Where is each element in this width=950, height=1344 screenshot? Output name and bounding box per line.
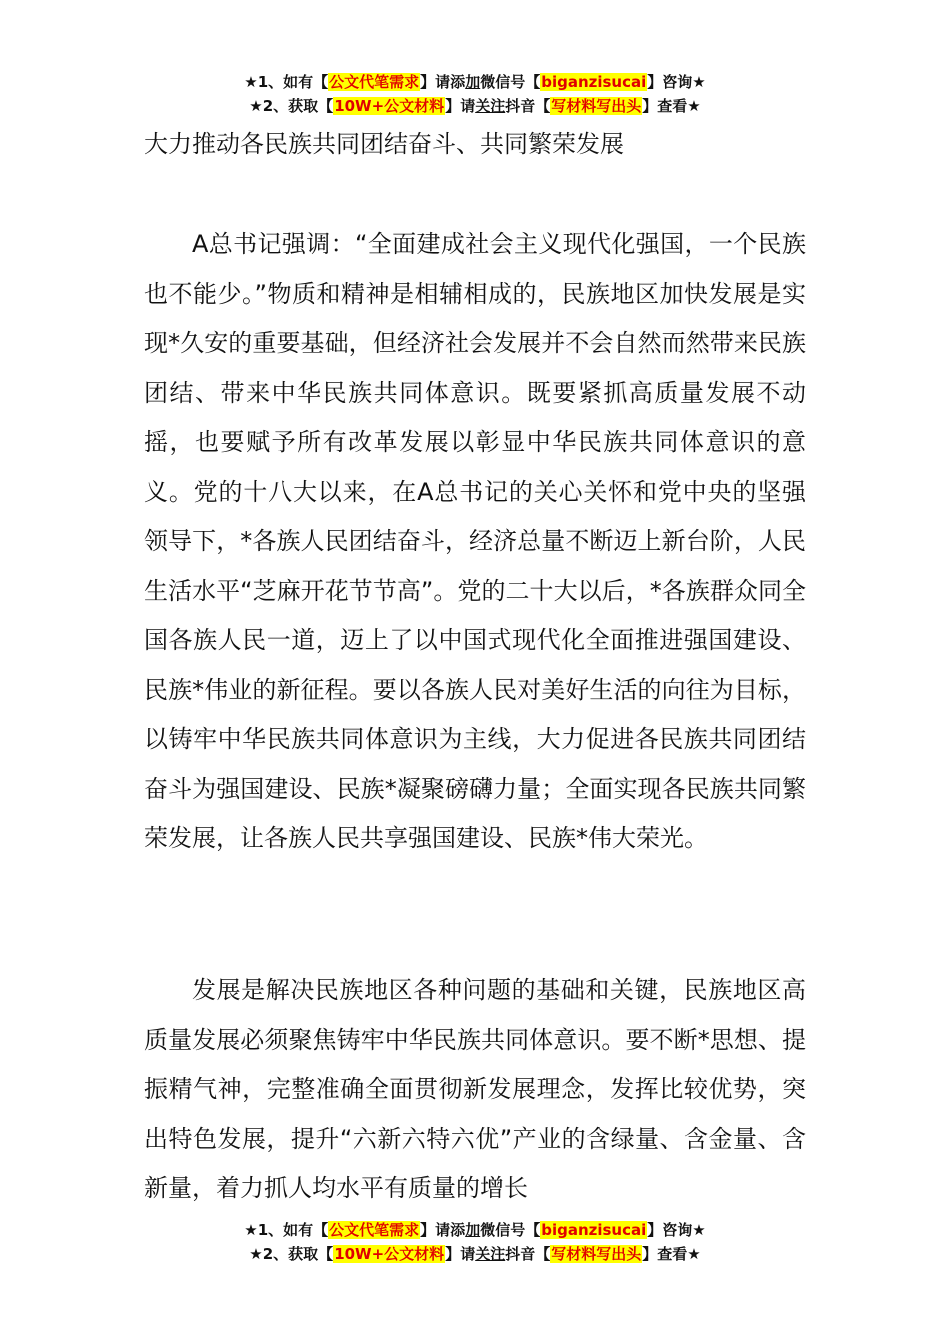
banner-text: 】咨询★: [647, 73, 706, 91]
banner-text: 】咨询★: [647, 1221, 706, 1239]
banner-text: 抖音【: [505, 1245, 551, 1263]
highlight-wechat-id: biganzisucai: [541, 73, 647, 91]
highlight-materials: 10W+公文材料: [334, 97, 445, 115]
footer-banner: [0, 1218, 950, 1266]
banner-text: 】请添: [420, 73, 466, 91]
banner-text: ★2、获取【: [249, 1245, 334, 1263]
paragraph-2: 发展是解决民族地区各种问题的基础和关键，民族地区高质量发展必须聚焦铸牢中华民族共同体意识。要不断*思想、提振精气神，完整准确全面贯彻新发展理念，发挥比较优势，突出特色发展，提升“六新六特六优”产业的含绿量、含金量、含新量，着力抓人均水平有质量的增长: [144, 976, 806, 1202]
document-body-section-2: [144, 966, 806, 1214]
banner-text: ★2、获取【: [249, 97, 334, 115]
banner-text: 微信号【: [480, 73, 541, 91]
highlight-writing-service: 公文代笔需求: [329, 1221, 420, 1239]
paragraph-1: A总书记强调：“全面建成社会主义现代化强国，一个民族也不能少。”物质和精神是相辅相成的，民族地区加快发展是实现*久安的重要基础，但经济社会发展并不会自然而然带来民族团结、带来中华民族共同体意识。既要紧抓高质量发展不动摇，也要赋予所有改革发展以彰显中华民族共同体意识的意义。党的十八大以来，在A总书记的关心关怀和党中央的坚强领导下，*各族人民团结奋斗，经济总量不断迈上新台阶，人民生活水平“芝麻开花节节高”。党的二十大以后，*各族群众同全国各族人民一道，迈上了以中国式现代化全面推进强国建设、民族*伟业的新征程。要以各族人民对美好生活的向往为目标，以铸牢中华民族共同体意识为主线，大力促进各民族共同团结奋斗为强国建设、民族*凝聚磅礴力量；全面实现各民族共同繁荣发展，让各族人民共享强国建设、民族*伟大荣光。: [144, 230, 806, 852]
footer-banner-line2: [0, 1242, 950, 1266]
header-banner: [0, 70, 950, 118]
header-banner-line2: [0, 94, 950, 118]
banner-text: ★1、如有【: [244, 73, 329, 91]
banner-underlined-text: 关注: [475, 1245, 506, 1263]
banner-text: 】请: [445, 1245, 476, 1263]
header-banner-line1: [0, 70, 950, 94]
banner-text: 】请添: [420, 1221, 466, 1239]
banner-text: ★1、如有【: [244, 1221, 329, 1239]
banner-text: 】查看★: [642, 1245, 701, 1263]
banner-text: 微信号【: [480, 1221, 541, 1239]
document-title: 大力推动各民族共同团结奋斗、共同繁荣发展: [144, 130, 624, 158]
banner-underlined-text: 加: [465, 73, 481, 91]
highlight-douyin-account: 写材料写出头: [551, 97, 642, 115]
highlight-douyin-account: 写材料写出头: [551, 1245, 642, 1263]
banner-underlined-text: 关注: [475, 97, 506, 115]
document-body-section-1: [144, 220, 806, 864]
footer-banner-line1: [0, 1218, 950, 1242]
highlight-writing-service: 公文代笔需求: [329, 73, 420, 91]
banner-text: 抖音【: [505, 97, 551, 115]
banner-underlined-text: 加: [465, 1221, 481, 1239]
highlight-materials: 10W+公文材料: [334, 1245, 445, 1263]
banner-text: 】请: [445, 97, 476, 115]
highlight-wechat-id: biganzisucai: [541, 1221, 647, 1239]
banner-text: 】查看★: [642, 97, 701, 115]
